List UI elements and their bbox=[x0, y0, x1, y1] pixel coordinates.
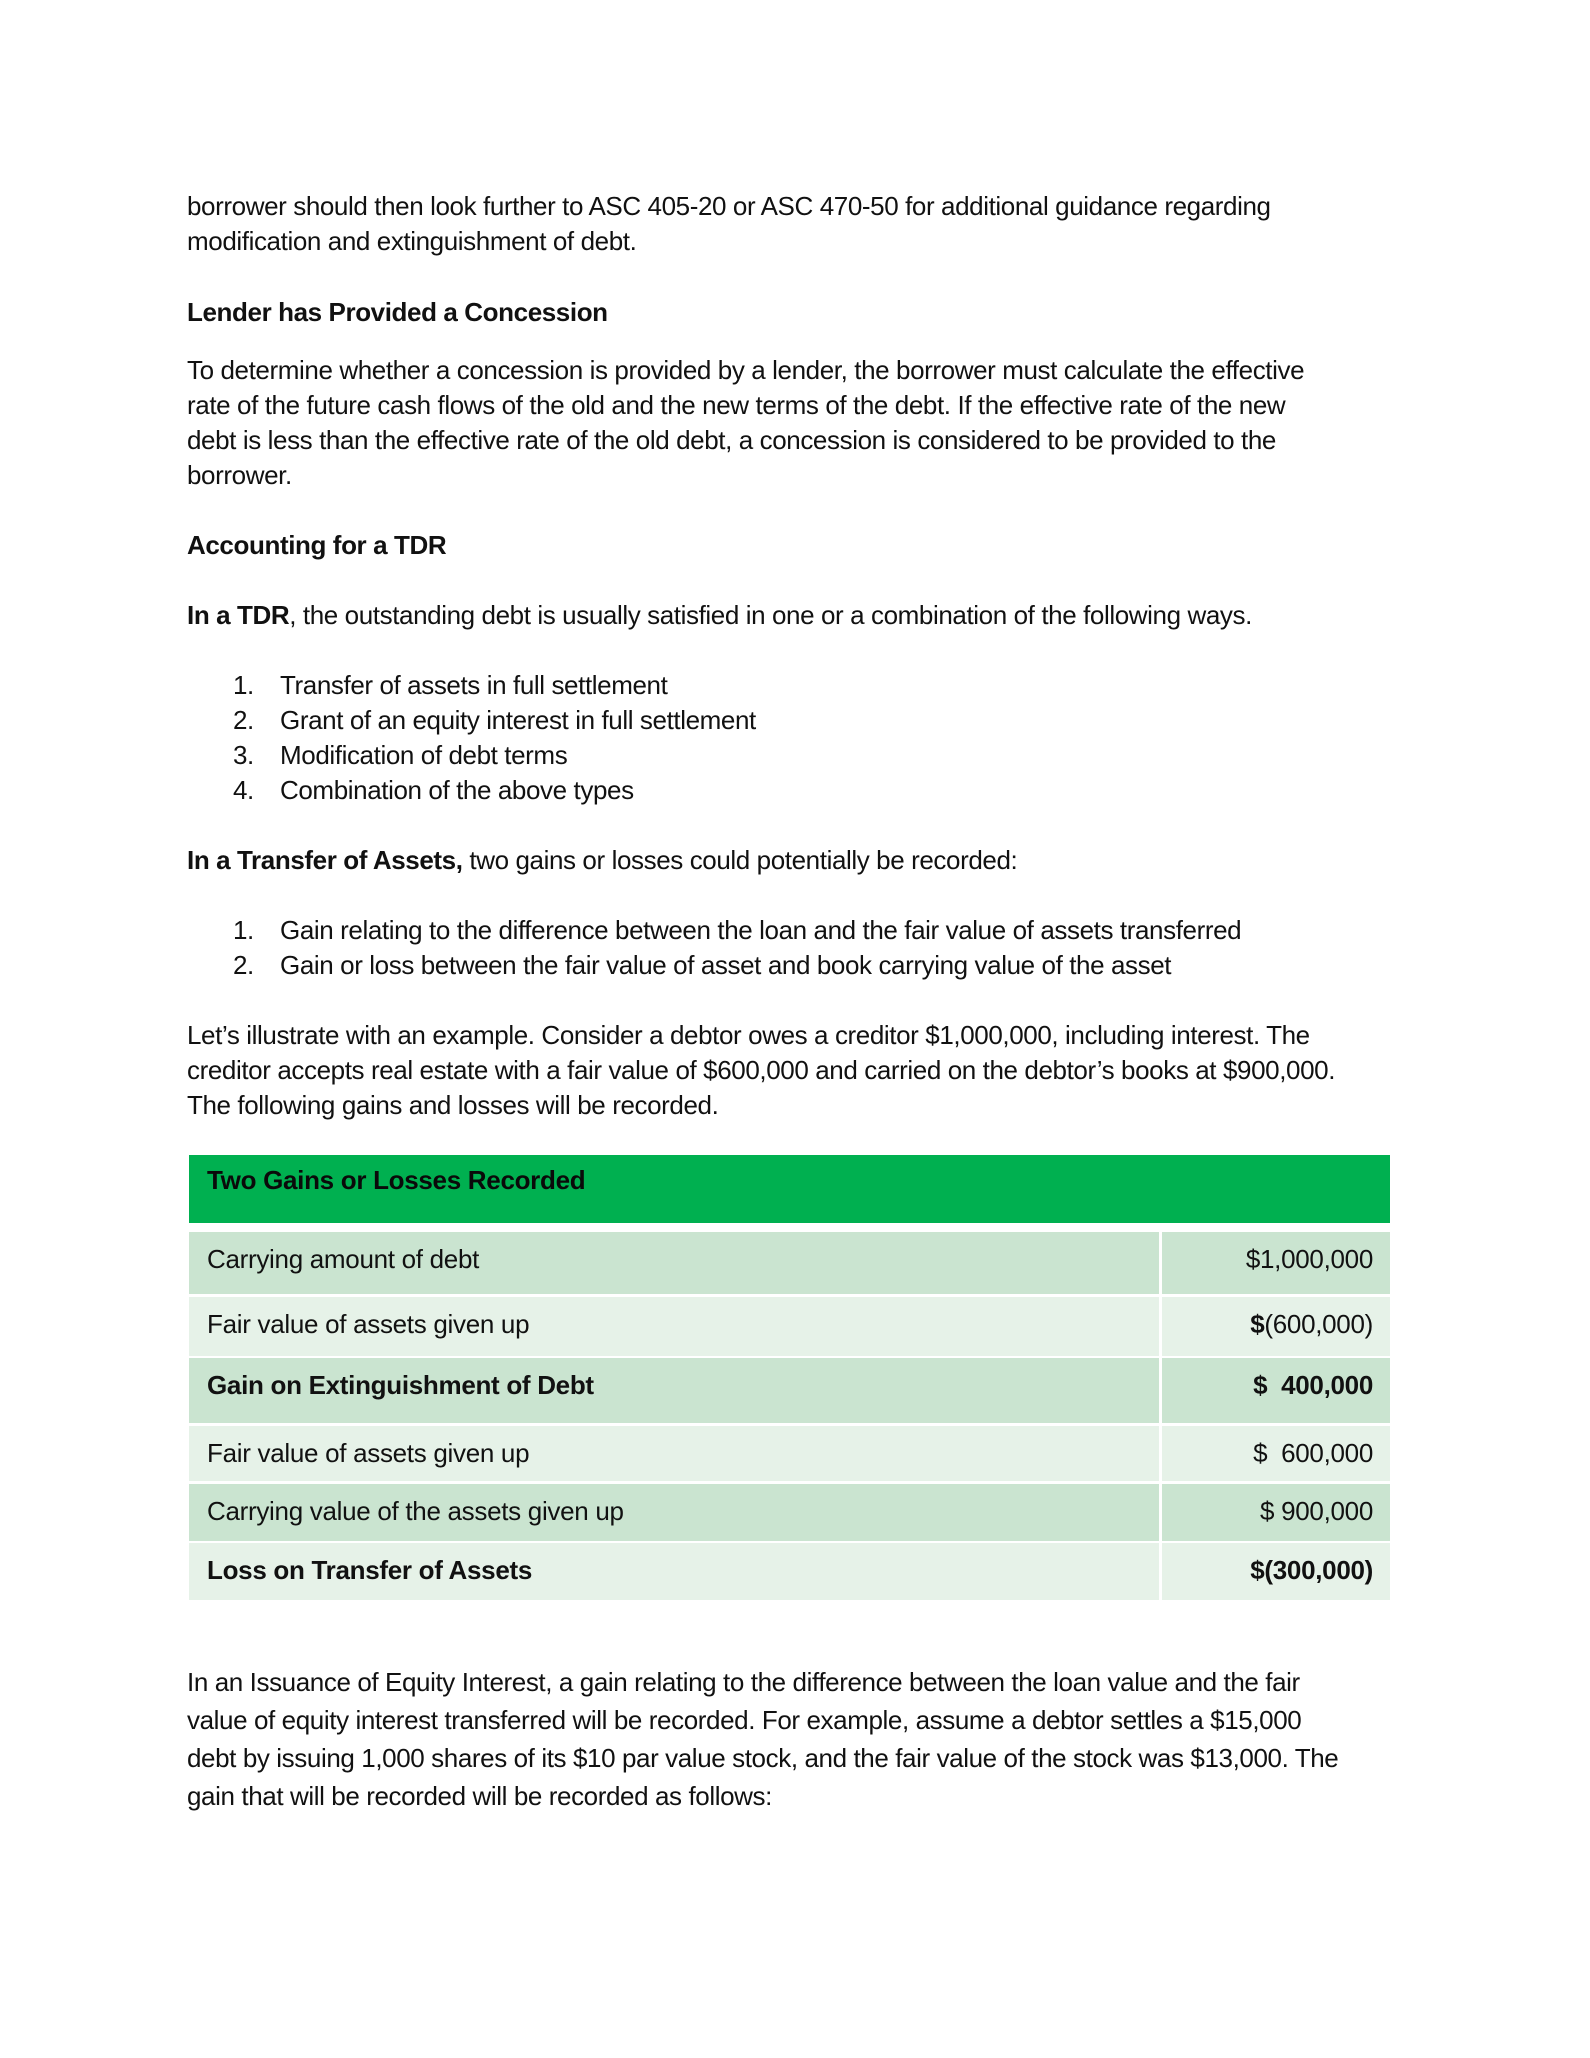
list-item: 4. Combination of the above types bbox=[233, 775, 634, 805]
row-value-cell: $(300,000) bbox=[1162, 1543, 1390, 1600]
list-item: 2. Gain or loss between the fair value of asset and book carrying value of the asset bbox=[233, 950, 1172, 980]
row-label-cell: Gain on Extinguishment of Debt bbox=[189, 1358, 1159, 1423]
intro-line-1: borrower should then look further to ASC 405-20 or ASC 470-50 for additional guidance regarding bbox=[187, 191, 1271, 221]
concession-line-1: To determine whether a concession is provided by a lender, the borrower must calculate the effective bbox=[187, 355, 1305, 385]
transfer-gains-list bbox=[187, 913, 1241, 983]
list-item: 3. Modification of debt terms bbox=[233, 740, 568, 770]
transfer-lead-bold: In a Transfer of Assets, bbox=[187, 845, 463, 875]
example-line-1: Let’s illustrate with an example. Consider a debtor owes a creditor $1,000,000, including interest. The bbox=[187, 1020, 1310, 1050]
table-title: Two Gains or Losses Recorded bbox=[207, 1165, 586, 1195]
dollar-sign: $ bbox=[1250, 1309, 1265, 1339]
table-header bbox=[189, 1155, 1390, 1223]
concession-line-2: rate of the future cash flows of the old and the new terms of the debt. If the effective rate of the new bbox=[187, 390, 1286, 420]
equity-line-4: gain that will be recorded will be recorded as follows: bbox=[187, 1781, 772, 1811]
row-label-cell: Carrying amount of debt bbox=[189, 1232, 1159, 1294]
list-item: 1. Gain relating to the difference between the loan and the fair value of assets transferred bbox=[233, 915, 1242, 945]
concession-line-3: debt is less than the effective rate of the old debt, a concession is considered to be provided to the bbox=[187, 425, 1276, 455]
tdr-lead-bold: In a TDR bbox=[187, 600, 290, 630]
tdr-lead-rest: , the outstanding debt is usually satisfied in one or a combination of the following ways. bbox=[289, 600, 1252, 630]
row-value-cell: $(600,000) bbox=[1162, 1297, 1390, 1356]
table-row bbox=[189, 1484, 1390, 1541]
heading-accounting-tdr: Accounting for a TDR bbox=[187, 530, 447, 560]
equity-line-1: In an Issuance of Equity Interest, a gain relating to the difference between the loan value and the fair bbox=[187, 1667, 1300, 1697]
intro-line-2: modification and extinguishment of debt. bbox=[187, 226, 637, 256]
concession-line-4: borrower. bbox=[187, 460, 292, 490]
transfer-lead-paragraph bbox=[187, 843, 1407, 878]
table-row bbox=[189, 1426, 1390, 1481]
tdr-lead-paragraph bbox=[187, 598, 1407, 633]
row-value-cell: $ 400,000 bbox=[1162, 1358, 1390, 1423]
tdr-ways-list bbox=[187, 668, 756, 808]
example-line-3: The following gains and losses will be recorded. bbox=[187, 1090, 719, 1120]
row-value-cell: $ 600,000 bbox=[1162, 1426, 1390, 1481]
transfer-lead-rest: two gains or losses could potentially be recorded: bbox=[462, 845, 1018, 875]
row-label-cell: Carrying value of the assets given up bbox=[189, 1484, 1159, 1541]
list-item: 2. Grant of an equity interest in full settlement bbox=[233, 705, 756, 735]
row-value-cell: $ 900,000 bbox=[1162, 1484, 1390, 1541]
table-row bbox=[189, 1297, 1390, 1356]
example-line-2: creditor accepts real estate with a fair value of $600,000 and carried on the debtor’s books at $900,000. bbox=[187, 1055, 1336, 1085]
table-row-total bbox=[189, 1543, 1390, 1600]
table-row bbox=[189, 1232, 1390, 1294]
equity-line-3: debt by issuing 1,000 shares of its $10 par value stock, and the fair value of the stock was $13,000. The bbox=[187, 1743, 1339, 1773]
row-value-cell: $1,000,000 bbox=[1162, 1232, 1390, 1294]
list-item: 1. Transfer of assets in full settlement bbox=[233, 670, 668, 700]
row-label-cell: Loss on Transfer of Assets bbox=[189, 1543, 1159, 1600]
row-label-cell: Fair value of assets given up bbox=[189, 1426, 1159, 1481]
equity-line-2: value of equity interest transferred will be recorded. For example, assume a debtor settles a $15,000 bbox=[187, 1705, 1302, 1735]
heading-lender-concession: Lender has Provided a Concession bbox=[187, 297, 608, 327]
row-label-cell: Fair value of assets given up bbox=[189, 1297, 1159, 1356]
table-row-total bbox=[189, 1358, 1390, 1423]
